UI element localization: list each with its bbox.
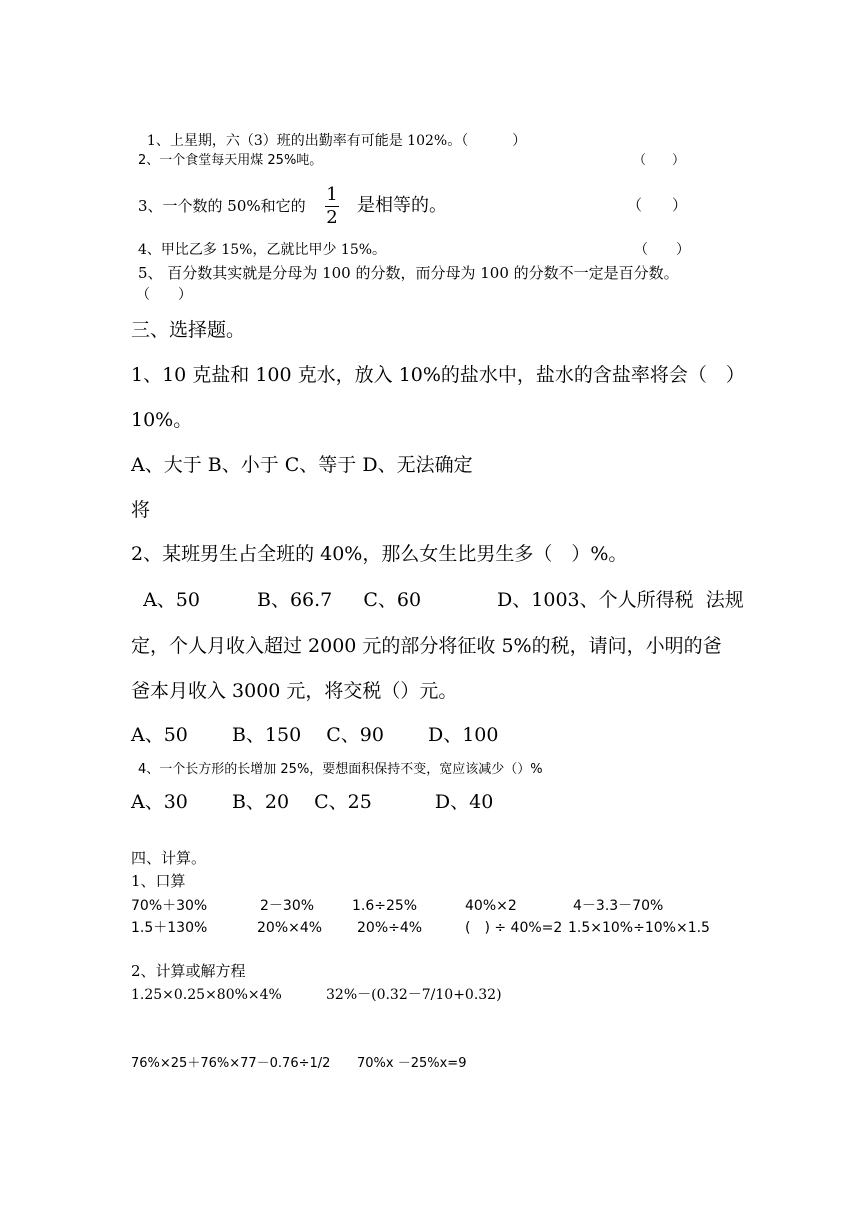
judge-item-3-text-after: 是相等的。: [357, 195, 447, 216]
oral-problem: 1.6÷25%: [352, 898, 418, 914]
judge-item-5: 5、 百分数其实就是分母为 100 的分数，而分母为 100 的分数不一定是百分数。: [138, 264, 679, 282]
choice-q3-options: A、50 B、150 C、90 D、100: [131, 724, 499, 746]
choice-q1-line2: 10%。: [131, 409, 193, 431]
judge-item-3-answer-paren: （ ）: [627, 196, 688, 214]
judge-item-4: 4、甲比乙多 15%，乙就比甲少 15%。: [138, 242, 387, 258]
fraction-denominator: 2: [326, 207, 338, 228]
calc-subheading-oral: 1、口算: [131, 872, 186, 890]
equation-problem: 1.25×0.25×80%×4%: [131, 987, 282, 1003]
judge-item-1: 1、上星期，六（3）班的出勤率有可能是 102%。（ ）: [146, 133, 527, 149]
judge-item-3-fraction: [325, 186, 339, 227]
equation-problem: 76%×25＋76%×77－0.76÷1/2: [131, 1056, 331, 1071]
oral-problem: 20%÷4%: [357, 920, 423, 936]
choice-q4-options: A、30 B、20 C、25 D、40: [131, 791, 494, 813]
oral-problem: 40%×2: [465, 898, 517, 914]
oral-problem: ( ) ÷ 40%=2: [465, 920, 563, 936]
stray-character: 将: [131, 499, 151, 521]
choice-q1-options: A、大于 B、小于 C、等于 D、无法确定: [131, 454, 473, 476]
equation-problem: 70%x －25%x=9: [357, 1056, 467, 1071]
judge-item-4-answer-paren: （ ）: [634, 242, 690, 258]
calc-subheading-equations: 2、计算或解方程: [131, 962, 246, 980]
choice-q4: 4、一个长方形的长增加 25%，要想面积保持不变，宽应该减少（）%: [138, 762, 543, 777]
oral-problem: 1.5×10%÷10%×1.5: [568, 920, 710, 936]
choice-q3-line2: 定，个人月收入超过 2000 元的部分将征收 5%的税，请问，小明的爸: [131, 635, 722, 657]
judge-item-3-text: 3、一个数的 50%和它的: [138, 197, 306, 215]
choice-q2-options-q3-line1: A、50 B、66.7 C、60 D、1003、个人所得税 法规: [131, 589, 744, 611]
section-heading-calc: 四、计算。: [131, 849, 207, 867]
choice-q1-line1: 1、10 克盐和 100 克水，放入 10%的盐水中，盐水的含盐率将会（ ）: [131, 364, 745, 386]
oral-problem: 1.5＋130%: [131, 920, 208, 936]
oral-problem: 20%×4%: [257, 920, 323, 936]
fraction-numerator: 1: [326, 184, 338, 205]
oral-problem: 2－30%: [260, 898, 315, 914]
judge-item-2-answer-paren: （ ）: [633, 153, 686, 168]
oral-problem: 4－3.3－70%: [573, 898, 664, 914]
judge-item-5-answer-paren: （ ）: [136, 287, 192, 303]
choice-q2: 2、某班男生占全班的 40%，那么女生比男生多（ ）%。: [131, 543, 628, 565]
oral-problem: 70%＋30%: [131, 898, 208, 914]
equation-problem: 32%－(0.32－7/10+0.32): [326, 987, 502, 1003]
choice-q3-line3: 爸本月收入 3000 元，将交税（）元。: [131, 680, 458, 702]
section-heading-choice: 三、选择题。: [131, 319, 246, 341]
judge-item-2: 2、一个食堂每天用煤 25%吨。: [138, 153, 323, 168]
